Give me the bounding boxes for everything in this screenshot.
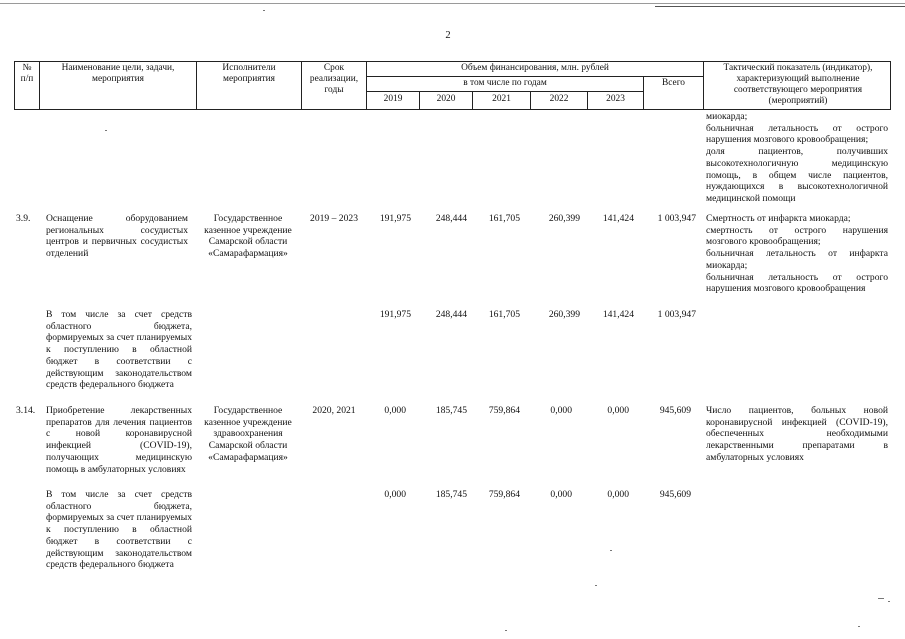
row-3-9-budget-value-2021: 161,705 [488,309,520,320]
header-right-border [890,61,891,110]
header-term: Срок реализации, годы [309,63,359,96]
header-total: Всего [662,78,685,88]
row-3-9-num: 3.9. [16,213,31,224]
row-3-9-name: Оснащение оборудованием региональных сосудистых центров и первичных сосудистых отделений [46,213,188,260]
row-3-14-budget-value-2020: 185,745 [435,489,467,500]
header-year-2019: 2019 [383,94,403,104]
header-name: Наименование цели, задачи, мероприятия [61,63,175,85]
col-sep [39,61,40,110]
row-3-9-budget-value-2020: 248,444 [435,309,467,320]
row-3-9-value-2022: 260,399 [548,213,580,224]
continued-indicator-text: миокарда; больничная летальность от острого нарушения мозгового кровообращения; доля пациентов, получивших высокотехнологичную медицинскую помощь, в общем числе пациентов, нуждающихся в высокотехнологичной медицинской помощи [706,111,888,204]
row-3-14-name: Приобретение лекарственных препаратов для лечения пациентов с новой коронавирусной инфекцией (COVID-19), получающих медицинскую помощь в амбулаторных условиях [46,405,192,475]
scan-speck [858,626,860,627]
page-number: 2 [445,30,451,41]
scan-speck [263,10,265,11]
row-3-9-value-2023: 141,424 [602,213,634,224]
header-top-border [14,61,891,62]
row-3-14-budget-value-2019: 0,000 [384,489,406,500]
col-sep [196,61,197,110]
funding-sub-line [366,76,704,77]
row-3-14-budget-name: В том числе за счет средств областного бюджета, формируемых за счет планируемых к поступлению в областной бюджет в соответствии с действующим законодательством средств федерального бюджета [46,489,192,571]
row-3-9-value-2019: 191,975 [379,213,411,224]
header-year-2020: 2020 [436,94,456,104]
header-year-2021: 2021 [492,94,511,104]
years-sub-line [366,91,643,92]
header-funding: Объем финансирования, млн. рублей [461,63,609,73]
row-3-9-budget-name: В том числе за счет средств областного бюджета, формируемых за счет планируемых к поступлению в областной бюджет в соответствии с действующим законодательством средств федерального бюджета [46,309,192,391]
header-indicator: Тактический показатель (индикатор), характеризующий выполнение соответствующего мероприятия (мероприятий) [723,63,873,107]
header-year-2023: 2023 [606,94,625,104]
row-3-14-total: 945,609 [659,405,691,416]
header-year-2022: 2022 [549,94,569,104]
row-3-9-value-2020: 248,444 [435,213,467,224]
scan-top-edge [0,3,905,4]
row-3-9-budget-total: 1 003,947 [657,309,696,320]
row-3-14-budget-value-2022: 0,000 [550,489,572,500]
row-3-14-value-2023: 0,000 [607,405,629,416]
scan-speck [105,130,107,131]
row-3-14-indicator: Число пациентов, больных новой коронавирусной инфекцией (COVID-19), обеспеченных необходимыми лекарственными препаратами в амбулаторных условиях [706,405,888,463]
row-3-9-term: 2019 – 2023 [310,213,358,224]
row-3-14-executors: Государственное казенное учреждение здравоохранения Самарской области «Самарафармация» [204,405,292,463]
scan-speck [595,585,597,586]
row-3-14-value-2019: 0,000 [384,405,406,416]
row-3-14-value-2021: 759,864 [488,405,520,416]
row-3-9-value-2021: 161,705 [488,213,520,224]
scan-speck [878,598,884,599]
row-3-14-budget-total: 945,609 [659,489,691,500]
row-3-14-value-2022: 0,000 [550,405,572,416]
col-sep [703,61,704,110]
row-3-9-total: 1 003,947 [657,213,696,224]
row-3-14-term: 2020, 2021 [312,405,356,416]
row-3-14-num: 3.14. [16,405,36,416]
row-3-9-budget-value-2019: 191,975 [379,309,411,320]
row-3-9-executors: Государственное казенное учреждение Самарской области «Самарафармация» [204,213,292,260]
header-by-years: в том числе по годам [463,78,547,88]
row-3-9-budget-value-2023: 141,424 [602,309,634,320]
row-3-14-budget-value-2021: 759,864 [488,489,520,500]
row-3-9-budget-value-2022: 260,399 [548,309,580,320]
header-bottom-border [14,109,891,110]
scan-top-edge-mark [655,6,905,7]
row-3-14-budget-value-2023: 0,000 [607,489,629,500]
scan-speck [505,630,507,631]
scan-speck [888,601,890,602]
row-3-9-indicator: Смертность от инфаркта миокарда; смертность от острого нарушения мозгового кровообращения; больничная летальность от инфаркта миокарда; больничная летальность от острого нарушения мозгового кровообращения [706,213,888,295]
header-executors: Исполнители мероприятия [222,63,276,85]
scan-speck [610,550,612,551]
table-header [14,61,905,110]
header-num: № п/п [20,63,34,85]
row-3-14-value-2020: 185,745 [435,405,467,416]
